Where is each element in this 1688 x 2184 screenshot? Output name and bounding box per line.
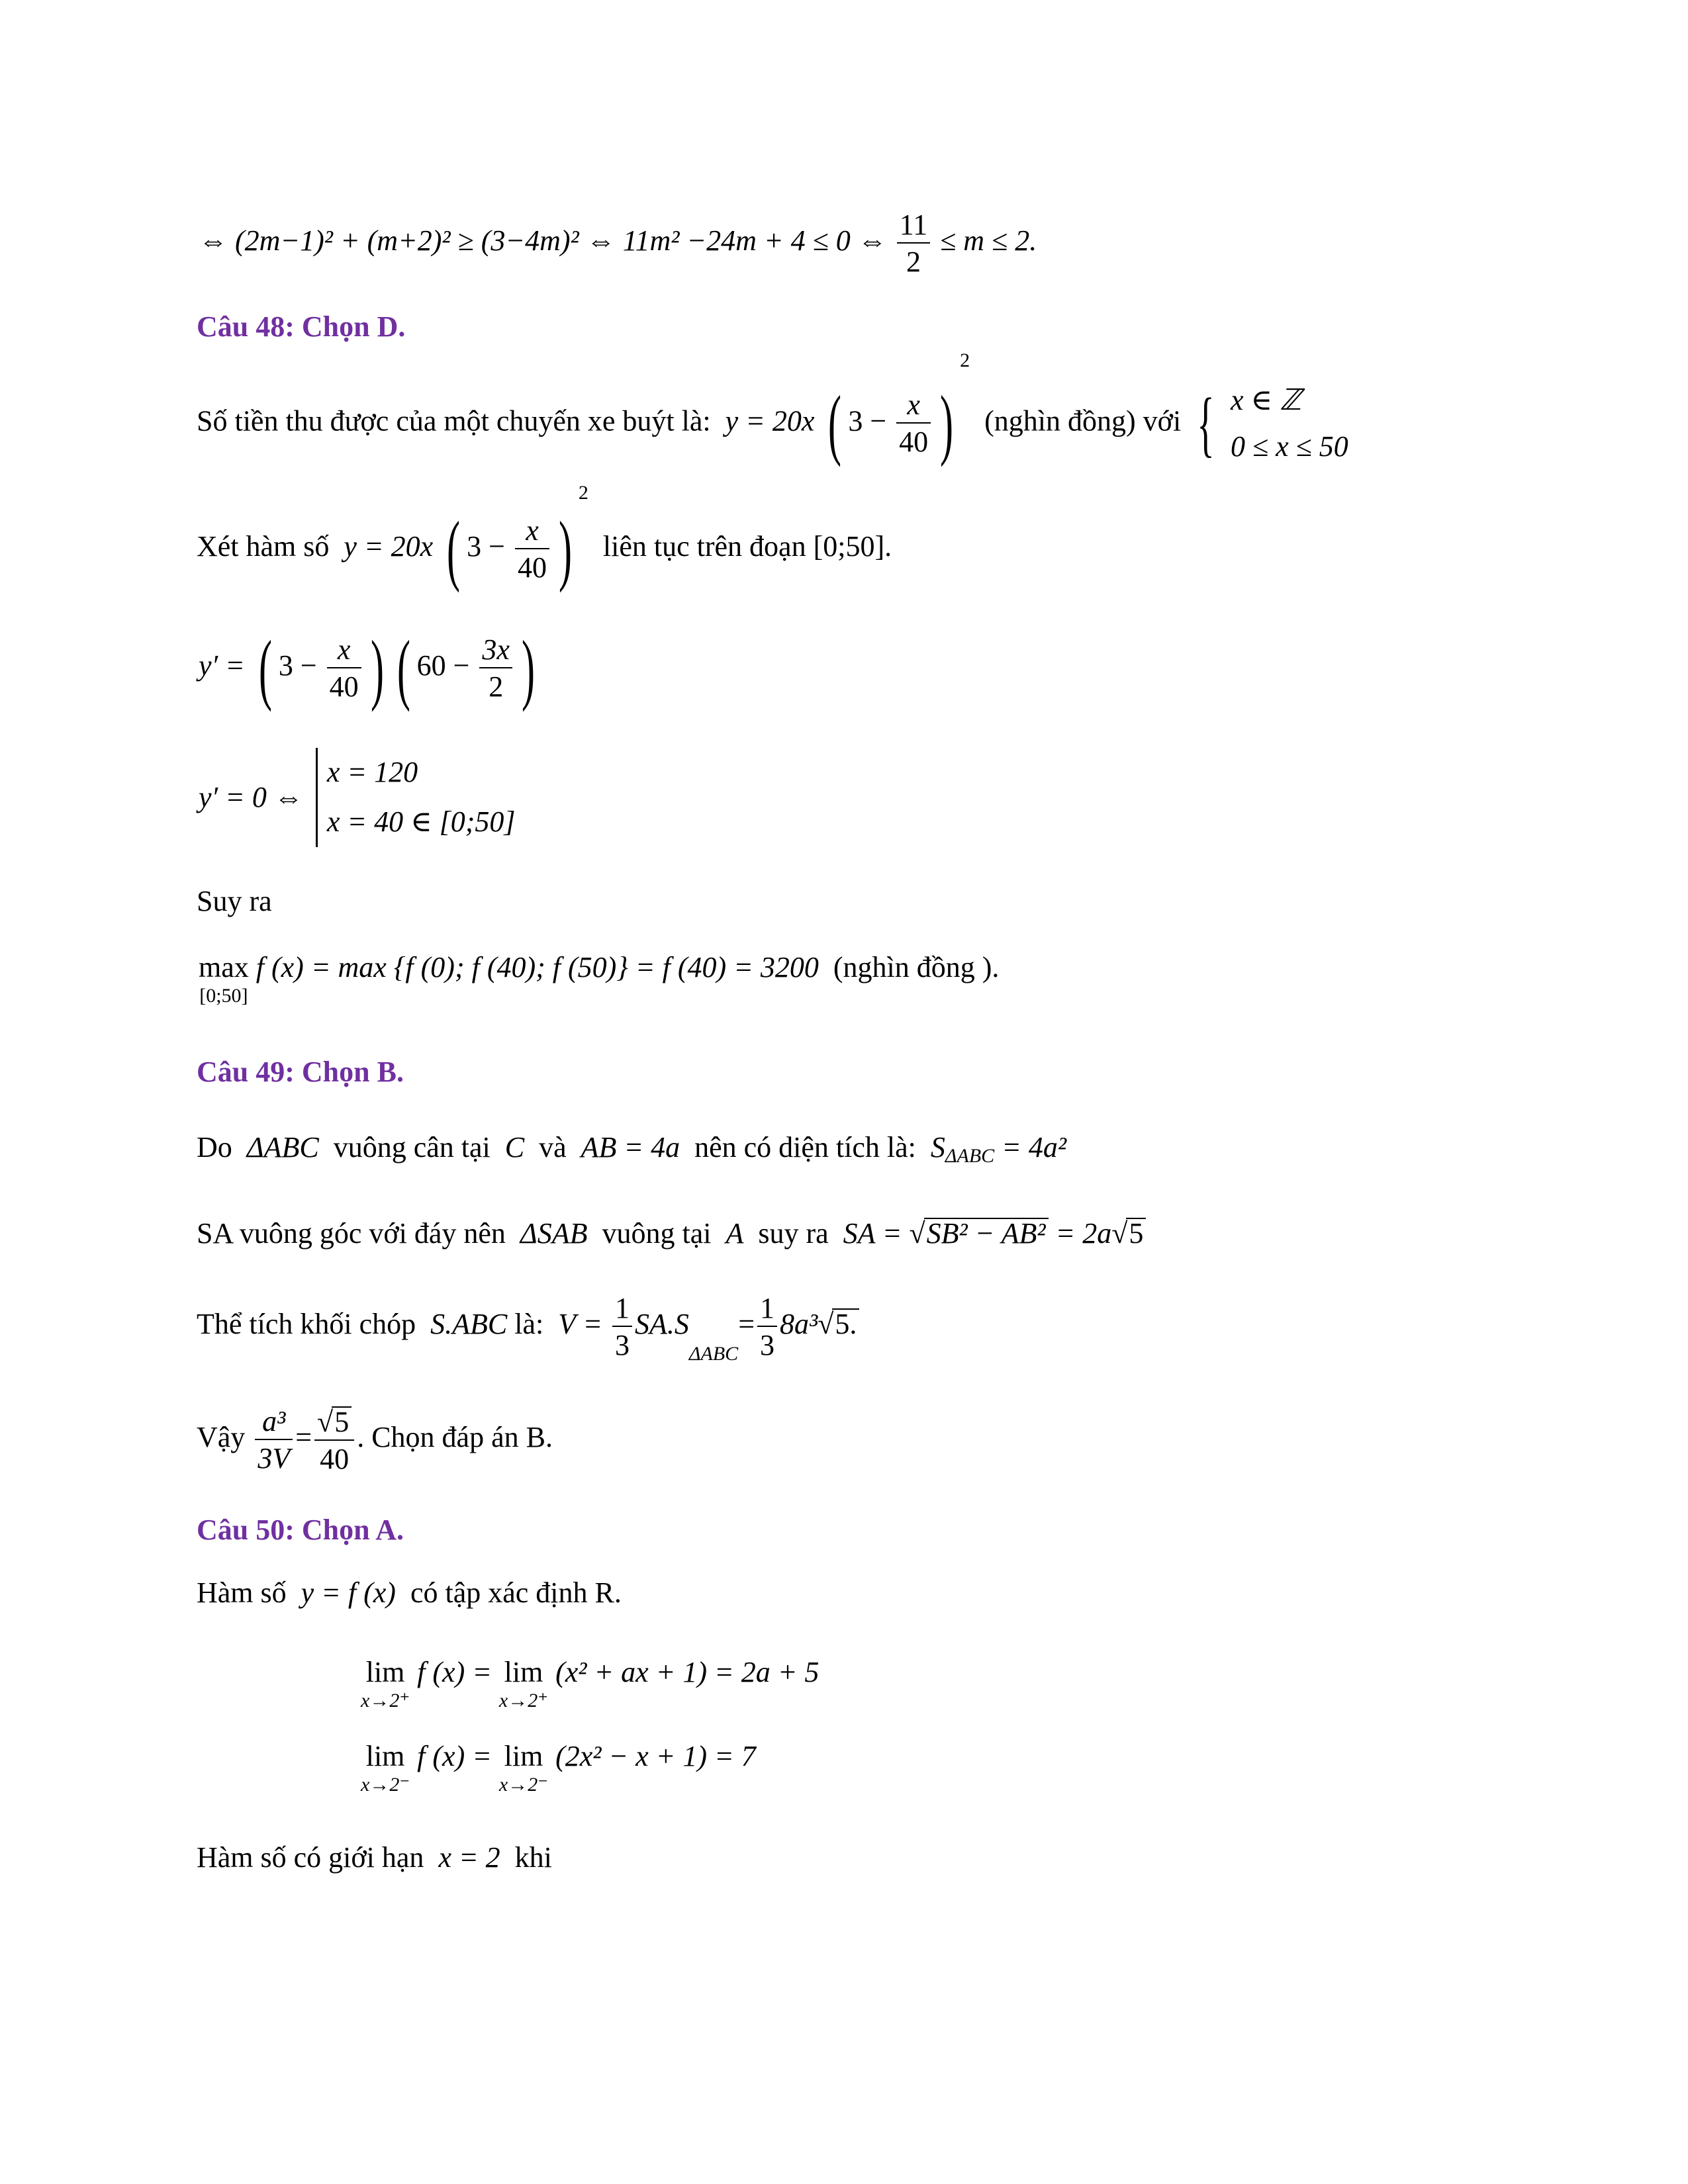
text: vuông tại — [602, 1217, 712, 1250]
exponent: 2 — [960, 349, 970, 371]
q49-line-4 — [197, 1406, 553, 1474]
text: Hàm số — [197, 1576, 287, 1609]
text: Số tiền thu được của một chuyến xe buýt là: — [197, 404, 711, 437]
q49-line-3: Thể tích khối chóp S.ABC là: V = $\frac{1}{3}$ $SA.S_{\Delta ABC}=$ $\frac{1}{3}$ 8a³√5. — [197, 1294, 859, 1360]
solution-set — [316, 748, 516, 847]
lim-operator — [361, 1742, 410, 1795]
fraction-numerator: x — [515, 516, 549, 549]
expression: SA = — [843, 1217, 902, 1250]
q48-derivative — [199, 624, 541, 712]
text: khi — [514, 1841, 552, 1874]
expression: S.ABC — [430, 1308, 508, 1341]
expression: = — [295, 1421, 312, 1454]
left-paren: ( — [258, 624, 272, 712]
q48-suy-ra: Suy ra — [197, 885, 272, 917]
subscript: ΔABC — [688, 1343, 739, 1365]
lim-label: lim — [504, 1656, 543, 1688]
lim-operator — [361, 1658, 410, 1711]
condition-2: 0 ≤ x ≤ 50 — [1230, 430, 1348, 463]
expression: y′ = — [199, 649, 245, 682]
solution-2: x = 40 ∈ [0;50] — [326, 805, 516, 838]
subscript: ΔABC — [945, 1145, 995, 1167]
q49-line-2: SA vuông góc với đáy nên ΔSAB vuông tại A suy ra SA = √SB² − AB² = 2a√5 — [197, 1218, 1146, 1248]
q50-limit-right — [361, 1658, 819, 1711]
fraction-numerator: a³ — [255, 1407, 293, 1440]
text: . Chọn đáp án B. — [357, 1421, 553, 1454]
text: Xét hàm số — [197, 530, 330, 563]
right-paren: ) — [521, 624, 535, 712]
sqrt-radicand: SB² − AB² — [924, 1218, 1049, 1248]
expression: ΔABC — [246, 1131, 319, 1163]
lim-subscript: x→2⁺ — [498, 1690, 549, 1711]
expression: f (x) = max {f (0); f (40); f (50)} = f (40) = 3200 — [256, 951, 819, 983]
expression: SA.S — [635, 1308, 689, 1341]
lim-label: lim — [504, 1740, 543, 1772]
equation-tail: ≤ m ≤ 2. — [940, 224, 1037, 257]
fraction — [612, 1294, 632, 1360]
text: và — [539, 1131, 567, 1163]
exponent: 2 — [578, 482, 588, 504]
expression: (x² + ax + 1) = 2a + 5 — [555, 1656, 820, 1688]
lim-subscript: x→2⁻ — [498, 1774, 549, 1796]
lim-subscript: x→2⁺ — [361, 1690, 410, 1711]
fraction-numerator: 3x — [479, 635, 512, 668]
text: là: — [514, 1308, 544, 1341]
max-operator — [199, 953, 249, 1006]
fraction-denominator: 40 — [329, 670, 359, 703]
right-paren: ) — [940, 379, 954, 468]
text: Vậy — [197, 1421, 246, 1454]
fraction — [515, 516, 549, 582]
left-paren: ( — [828, 379, 842, 468]
fraction-denominator: 40 — [899, 426, 929, 459]
fraction-denominator: 2 — [906, 246, 921, 278]
right-paren: ) — [558, 505, 572, 593]
expression: AB = 4a — [581, 1131, 680, 1163]
question-48-heading: Câu 48: Chọn D. — [197, 310, 406, 343]
equation-expression: ⇔ (2m−1)² + (m+2)² ≥ (3−4m)² ⇔ 11m² −24m + 4 ≤ 0 ⇔ — [199, 224, 887, 257]
lim-label: lim — [365, 1656, 405, 1688]
text: suy ra — [758, 1217, 829, 1250]
lim-operator — [499, 1742, 548, 1795]
lim-label: lim — [365, 1740, 405, 1772]
text: SA vuông góc với đáy nên — [197, 1217, 506, 1250]
q48-line-revenue — [197, 349, 1348, 471]
expression: A — [726, 1217, 744, 1250]
expression: f (x) = — [417, 1740, 492, 1772]
q50-limit-left — [361, 1742, 756, 1795]
fraction-denominator: 40 — [320, 1443, 350, 1475]
max-label: max — [199, 951, 249, 983]
expression: 3 − — [848, 404, 887, 437]
fraction — [314, 1406, 354, 1474]
left-paren: ( — [397, 624, 410, 712]
question-49-heading: Câu 49: Chọn B. — [197, 1056, 404, 1088]
fraction — [896, 390, 931, 457]
text: (nghìn đồng ). — [833, 951, 1000, 983]
q48-critical-points — [199, 748, 516, 847]
expression: = 2a — [1055, 1217, 1112, 1250]
fraction — [757, 1294, 777, 1360]
fraction-numerator: x — [896, 390, 931, 424]
q49-line-1 — [197, 1131, 1067, 1167]
left-paren: ( — [447, 505, 461, 593]
text: Thể tích khối chóp — [197, 1308, 416, 1341]
expression: S — [930, 1131, 945, 1163]
right-paren: ) — [370, 624, 384, 712]
text: Hàm số có giới hạn — [197, 1841, 424, 1874]
equation-line-1 — [199, 210, 1037, 277]
expression: y′ = 0 ⇔ — [199, 780, 303, 813]
fraction-numerator: 1 — [757, 1294, 777, 1327]
text: Do — [197, 1131, 232, 1163]
condition-system: { x ∈ ℤ 0 ≤ x ≤ 50 — [1197, 383, 1348, 465]
expression: = — [738, 1308, 755, 1341]
question-50-heading: Câu 50: Chọn A. — [197, 1514, 404, 1546]
sqrt-radicand: 5 — [332, 1406, 352, 1437]
sqrt-radicand: 5. — [832, 1308, 859, 1339]
expression: 3 − — [278, 649, 317, 682]
text: liên tục trên đoạn [0;50]. — [602, 530, 892, 563]
fraction — [897, 210, 930, 277]
fraction-denominator: 2 — [489, 670, 504, 703]
expression: f (x) = — [417, 1656, 492, 1688]
fraction-denominator: 3V — [258, 1442, 291, 1475]
fraction-numerator: 1 — [612, 1294, 632, 1327]
q48-line-function — [197, 482, 892, 593]
q50-last-line — [197, 1843, 552, 1872]
expression: y = 20x — [344, 530, 434, 563]
condition-1: x ∈ ℤ — [1230, 384, 1301, 416]
text: có tập xác định R. — [410, 1576, 622, 1609]
text: (nghìn đồng) với — [984, 404, 1182, 437]
fraction — [255, 1407, 293, 1473]
expression: 3 − — [467, 530, 505, 563]
expression: V = — [558, 1308, 603, 1341]
q48-max-line — [199, 953, 999, 1006]
expression: 60 − — [416, 649, 470, 682]
expression: = 4a² — [1002, 1131, 1067, 1163]
fraction-numerator: x — [327, 635, 361, 668]
expression: y = f (x) — [301, 1576, 396, 1609]
q50-line-1 — [197, 1578, 622, 1608]
fraction — [327, 635, 361, 702]
fraction-numerator: 11 — [897, 210, 930, 244]
expression: (2x² − x + 1) = 7 — [555, 1740, 756, 1772]
expression: ΔSAB — [520, 1217, 588, 1250]
lim-operator — [499, 1658, 548, 1711]
fraction-denominator: 40 — [517, 551, 547, 584]
fraction — [479, 635, 512, 702]
solution-1: x = 120 — [326, 756, 418, 788]
max-range: [0;50] — [199, 985, 248, 1007]
text: nên có diện tích là: — [694, 1131, 916, 1163]
fraction-numerator: √5 — [314, 1406, 354, 1441]
expression: y = 20x — [725, 404, 815, 437]
expression: x = 2 — [438, 1841, 500, 1874]
sqrt-radicand: 5 — [1126, 1218, 1146, 1248]
fraction-denominator: 3 — [615, 1329, 630, 1361]
text: vuông cân tại — [333, 1131, 491, 1163]
fraction-denominator: 3 — [760, 1329, 775, 1361]
lim-subscript: x→2⁻ — [361, 1774, 410, 1796]
expression: C — [504, 1131, 525, 1163]
expression: 8a³ — [780, 1308, 818, 1341]
